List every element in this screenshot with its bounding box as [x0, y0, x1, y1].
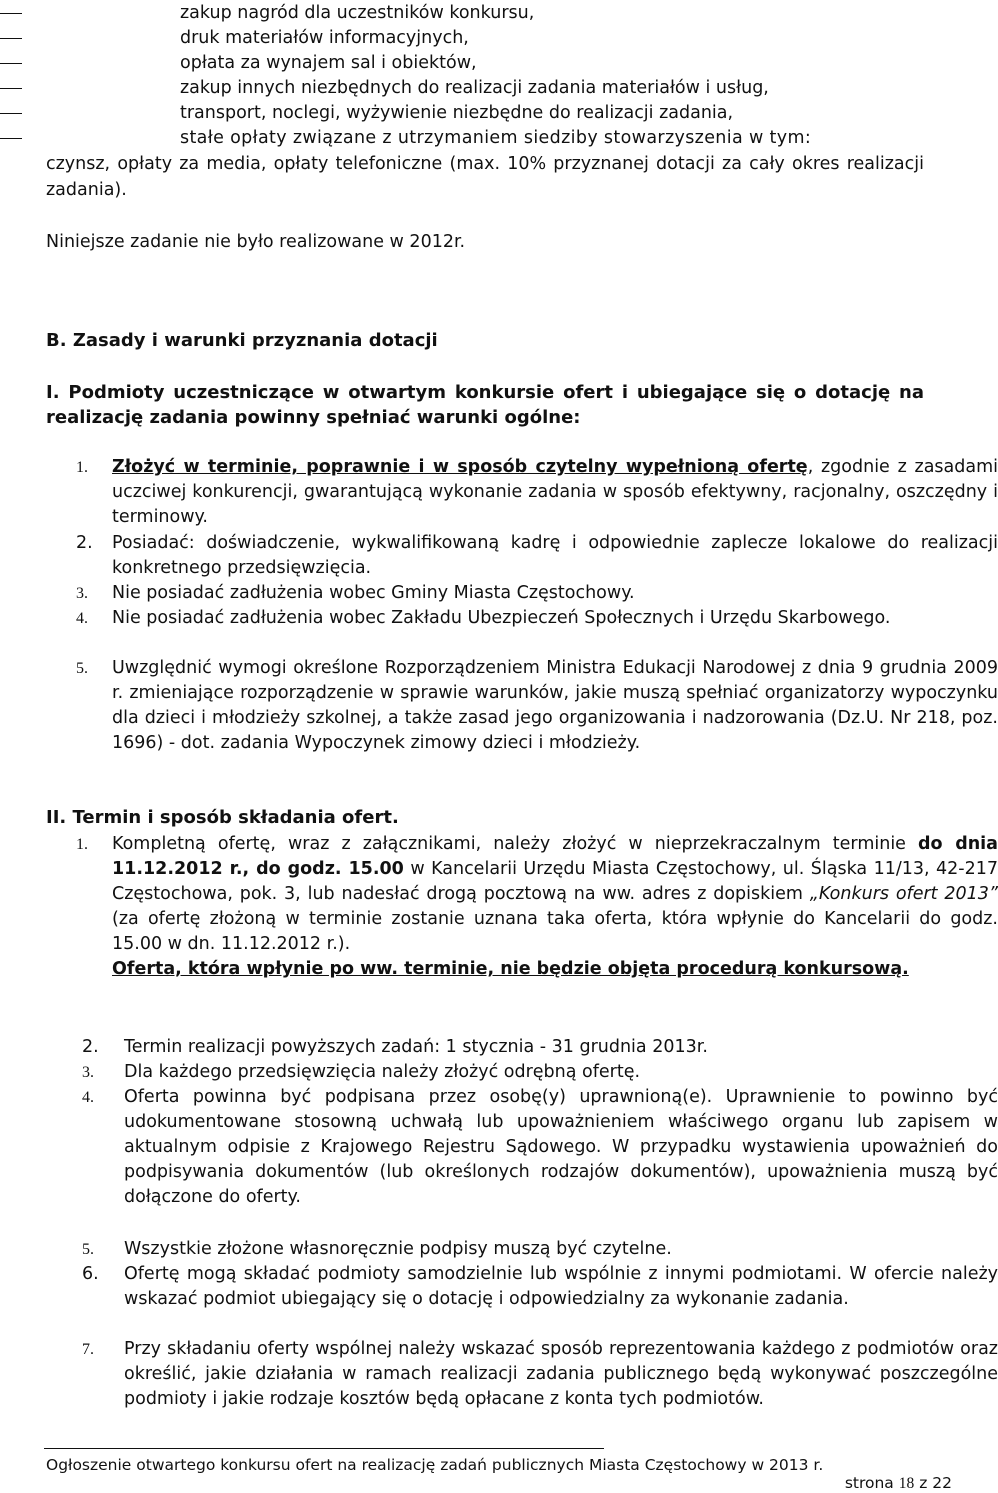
item-text: Posiadać: doświadczenie, wykwalifikowaną kadrę i odpowiednie zaplecze lokalowe do realizacji konkretnego przedsięwzięcia.: [112, 533, 998, 578]
list-item-text: zakup innych niezbędnych do realizacji zadania materiałów i usług,: [180, 78, 769, 98]
item-text: Kompletną ofertę, wraz z załącznikami, należy złożyć w nieprzekraczalnym terminie: [112, 834, 919, 854]
item-text: (za ofertę złożoną w terminie zostanie uznana taka oferta, która wpłynie do Kancelarii do godz. 15.00 w dn. 11.12.2012 r.).: [112, 909, 998, 954]
dash-bullet: [0, 88, 22, 89]
list-item: [0, 50, 960, 76]
item-number: 1.: [76, 459, 88, 476]
list-item: [0, 100, 960, 126]
page-current: 18: [898, 1475, 915, 1492]
item-number: 4.: [82, 1089, 94, 1106]
deadline-text: do dnia 11.12.2012 r., do godz. 15.00: [112, 834, 998, 879]
page-of-label: z: [919, 1474, 928, 1492]
dash-bullet: [0, 113, 22, 114]
dash-bullet: [0, 138, 22, 139]
label-text: „Konkurs ofert 2013”: [809, 884, 998, 904]
item-number: 7.: [82, 1341, 94, 1358]
page-label: strona: [844, 1474, 894, 1492]
item-number: 2.: [82, 1037, 99, 1057]
item-number: 3.: [76, 585, 88, 602]
list-item-text: zakup nagród dla uczestników konkursu,: [180, 3, 535, 23]
item-text: Termin realizacji powyższych zadań: 1 stycznia - 31 grudnia 2013r.: [124, 1037, 708, 1057]
list-item-text: stałe opłaty związane z utrzymaniem siedziby stowarzyszenia w tym:: [180, 128, 812, 148]
page-total: 22: [932, 1474, 952, 1492]
item-text: w Kancelarii Urzędu Miasta Częstochowy, ul. Śląska 11/13, 42-217 Częstochowa, pok. 3, lub nadesłać drogą pocztową na ww. adres z dopiskiem: [112, 859, 998, 904]
item-text: Oferta powinna być podpisana przez osobę(y) uprawnioną(e). Uprawnienie to powinno być udokumentowane stosowną uchwałą lub upoważnieniem właściwego organu lub zapisem w aktualnym odpisie z Krajowego Rejestru Sądowego. W przypadku wystawienia upoważnień do podpisywania dokumentów (lub określonych rodzajów dokumentów), upoważnienia muszą być dołączone do oferty.: [124, 1087, 998, 1207]
item-text: Wszystkie złożone własnoręcznie podpisy muszą być czytelne.: [124, 1239, 672, 1259]
item-number: 3.: [82, 1064, 94, 1081]
section-ii-title: II. Termin i sposób składania ofert.: [46, 807, 399, 828]
footer-text: Ogłoszenie otwartego konkursu ofert na realizację zadań publicznych Miasta Częstochowy w 2013 r.: [46, 1456, 824, 1474]
item-number: 4.: [76, 610, 88, 627]
list-item: [0, 0, 960, 26]
continuation-text: czynsz, opłaty za media, opłaty telefoniczne (max. 10% przyznanej dotacji za cały okres realizacji zadania).: [46, 154, 924, 200]
item-number: 5.: [82, 1241, 94, 1258]
item-text: Przy składaniu oferty wspólnej należy wskazać sposób reprezentowania każdego z podmiotów oraz określić, jakie działania w ramach realizacji zadania publicznego będą wykonywać poszczególne podmioty i jakie rodzaje kosztów będą opłacane z konta tych podmiotów.: [124, 1339, 998, 1409]
list-item: [0, 125, 960, 151]
list-item: [0, 25, 960, 51]
item-number: 1.: [76, 836, 88, 853]
item-text: Ofertę mogą składać podmioty samodzielnie lub wspólnie z innymi podmiotami. W ofercie należy wskazać podmiot ubiegający się o dotację i odpowiedzialny za wykonanie zadania.: [124, 1264, 998, 1309]
dash-bullet: [0, 38, 22, 39]
dash-bullet: [0, 63, 22, 64]
item-number: 5.: [76, 660, 88, 677]
note-text: Niniejsze zadanie nie było realizowane w 2012r.: [46, 232, 466, 252]
list-item-text: druk materiałów informacyjnych,: [180, 28, 469, 48]
list-item-text: transport, noclegi, wyżywienie niezbędne do realizacji zadania,: [180, 103, 734, 123]
item-text: Nie posiadać zadłużenia wobec Gminy Miasta Częstochowy.: [112, 583, 635, 603]
item-text: , zgodnie z zasadami uczciwej konkurencji, gwarantującą wykonanie zadania w sposób efektywny, racjonalny, oszczędny i terminowy.: [112, 457, 998, 527]
item-text: Nie posiadać zadłużenia wobec Zakładu Ubezpieczeń Społecznych i Urzędu Skarbowego.: [112, 608, 891, 628]
list-item: [0, 75, 960, 101]
section-b-title: B. Zasady i warunki przyznania dotacji: [46, 330, 438, 351]
warning-text: Oferta, która wpłynie po ww. terminie, nie będzie objęta procedurą konkursową.: [112, 959, 909, 979]
footer-rule: [44, 1448, 604, 1449]
item-number: 2.: [76, 533, 93, 553]
list-item-text: opłata za wynajem sal i obiektów,: [180, 53, 477, 73]
item-text: Uwzględnić wymogi określone Rozporządzeniem Ministra Edukacji Narodowej z dnia 9 grudnia 2009 r. zmieniające rozporządzenie w sprawie warunków, jakie muszą spełniać organizatorzy wypoczynku dla dzieci i młodzieży szkolnej, a także zasad jego organizowania i nadzorowania (Dz.U. Nr 218, poz. 1696) - dot. zadania Wypoczynek zimowy dzieci i młodzieży.: [112, 658, 998, 753]
item-text: Dla każdego przedsięwzięcia należy złożyć odrębną ofertę.: [124, 1062, 641, 1082]
item-lead: Złożyć w terminie, poprawnie i w sposób czytelny wypełnioną ofertę: [112, 457, 808, 477]
item-number: 6.: [82, 1264, 99, 1284]
section-i-title: I. Podmioty uczestniczące w otwartym konkursie ofert i ubiegające się o dotację na realizację zadania powinny spełniać warunki ogólne:: [46, 382, 924, 428]
page-number: [845, 1474, 952, 1493]
dash-bullet: [0, 13, 22, 14]
